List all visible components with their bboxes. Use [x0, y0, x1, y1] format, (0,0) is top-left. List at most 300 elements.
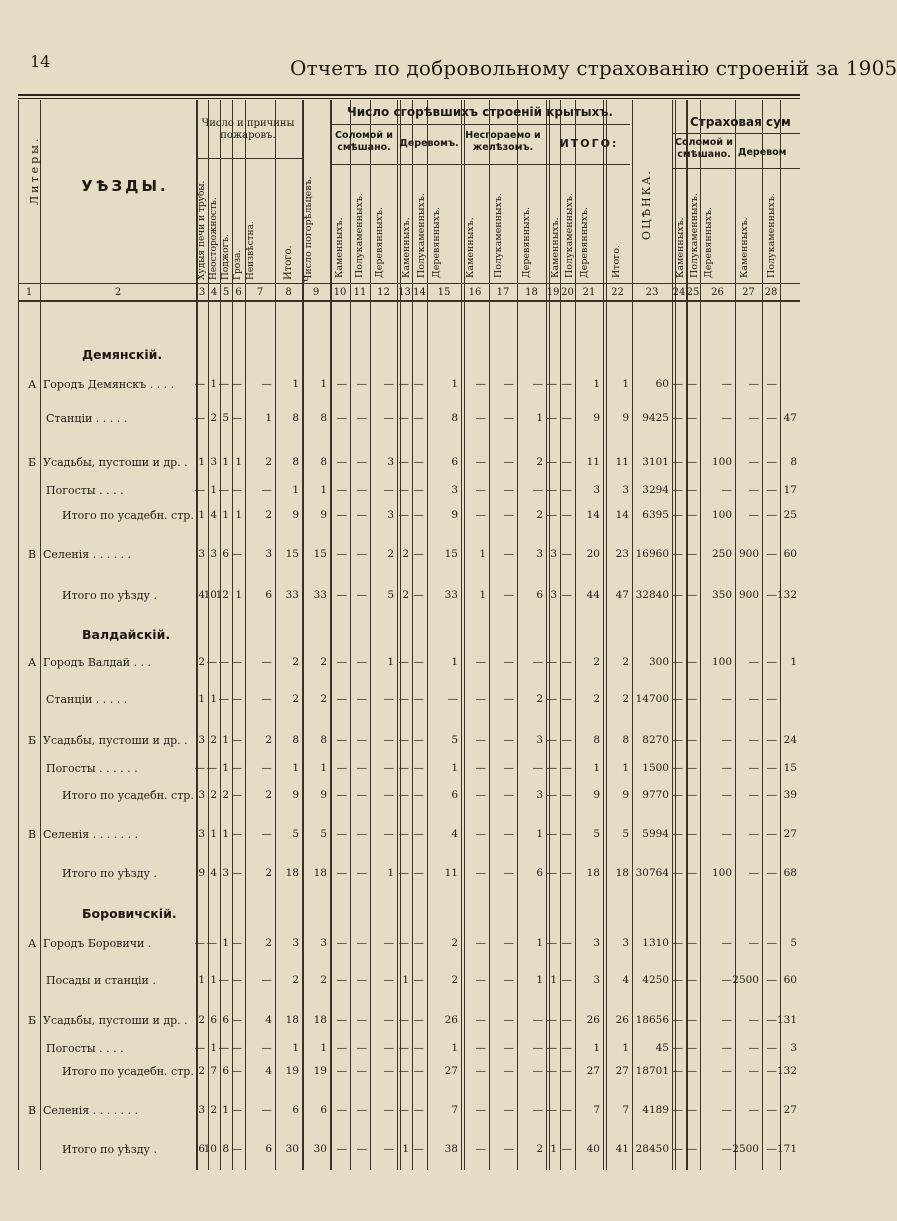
cell-value: 9 — [593, 412, 600, 424]
cell-value: — — [561, 1104, 572, 1116]
cell-value: — — [686, 1014, 697, 1026]
cell-value: — — [766, 378, 777, 390]
cell-value: — — [686, 762, 697, 774]
cell-value: — — [413, 509, 424, 521]
column-number: 18 — [525, 287, 538, 298]
row-label: Итого по усадебн. стр. — [62, 789, 194, 802]
row-label: Итого по уѣзду . — [62, 589, 157, 602]
cell-value: 2 — [387, 548, 394, 560]
cell-value: 7 — [210, 1065, 217, 1077]
cell-value: — — [383, 937, 394, 949]
cell-value: 5 — [622, 828, 629, 840]
cell-value: 2 — [320, 974, 327, 986]
cell-value: 9 — [320, 789, 327, 801]
cell-value: 2 — [593, 656, 600, 668]
cell-value: — — [475, 656, 486, 668]
cell-value: 1 — [536, 412, 543, 424]
header-insured-wood-col: Каменныхъ. — [739, 217, 750, 278]
cell-value: — — [336, 656, 347, 668]
cell-value: — — [413, 412, 424, 424]
cell-value: — — [686, 974, 697, 986]
column-number: 1 — [25, 287, 33, 298]
row-label: Погосты . . . . — [46, 1042, 124, 1055]
cell-value: — — [413, 1143, 424, 1155]
cell-value: 6395 — [642, 509, 669, 521]
column-number: 20 — [561, 287, 574, 298]
row-label: Селенія . . . . . . — [43, 548, 132, 561]
cell-value: — — [766, 1014, 777, 1026]
row-label: Итого по усадебн. стр. — [62, 509, 194, 522]
header-straw: Соломой и смѣшано. — [335, 130, 393, 153]
cell-value: — — [261, 484, 272, 496]
cell-value: — — [748, 937, 759, 949]
cell-value: — — [261, 378, 272, 390]
cell-value: — — [766, 1143, 777, 1155]
header-insured-col: Деревянныхъ. — [703, 206, 714, 278]
header-fires-col: Итого. — [283, 245, 294, 280]
cell-value: — — [398, 693, 409, 705]
cell-value: — — [672, 1042, 683, 1054]
cell-value: 2 — [198, 1065, 205, 1077]
cell-value: 68 — [783, 867, 797, 879]
cell-value: — — [413, 1104, 424, 1116]
column-rule — [350, 100, 351, 1170]
cell-value: 2 — [536, 509, 543, 521]
top-rule — [18, 94, 800, 96]
cell-value: — — [721, 734, 732, 746]
cell-value: 60 — [783, 974, 797, 986]
cell-value: 3 — [292, 937, 299, 949]
cell-value: 3 — [593, 484, 600, 496]
cell-value: 2 — [320, 693, 327, 705]
header-material-col: Деревянныхъ. — [431, 206, 442, 278]
cell-value: — — [766, 484, 777, 496]
cell-value: 1 — [790, 656, 797, 668]
cell-value: — — [672, 1014, 683, 1026]
cell-value: — — [218, 378, 229, 390]
header-material-col: Полукаменныхъ. — [493, 193, 504, 278]
cell-value: 4 — [622, 974, 629, 986]
section-heading: Боровичскій. — [82, 906, 177, 921]
cell-value: 1 — [593, 762, 600, 774]
header-material-col: Каменныхъ. — [334, 217, 345, 278]
cell-value: 47 — [783, 412, 797, 424]
cell-value: — — [503, 974, 514, 986]
header-ocenka: ОЦѢНКА. — [640, 169, 653, 240]
cell-value: 2 — [402, 548, 409, 560]
cell-value: — — [413, 828, 424, 840]
cell-value: — — [194, 1042, 205, 1054]
cell-value: — — [356, 867, 367, 879]
cell-value: 60 — [783, 548, 797, 560]
cell-value: — — [748, 867, 759, 879]
cell-value: 19 — [285, 1065, 299, 1077]
row-label: Станціи . . . . . — [46, 412, 128, 425]
cell-value: — — [261, 1104, 272, 1116]
cell-value: — — [532, 484, 543, 496]
cell-value: 3 — [320, 937, 327, 949]
cell-value: — — [231, 378, 242, 390]
cell-value: 6 — [210, 1014, 217, 1026]
cell-value: 6 — [451, 456, 458, 468]
page-number: 14 — [30, 52, 51, 71]
cell-value: — — [413, 656, 424, 668]
header-itogo-col: Итого. — [611, 245, 622, 278]
cell-value: — — [336, 974, 347, 986]
cell-value: 2 — [451, 937, 458, 949]
cell-value: 6 — [265, 589, 272, 601]
row-letter: Б — [28, 734, 37, 747]
cell-value: — — [356, 1065, 367, 1077]
cell-value: 9425 — [642, 412, 669, 424]
cell-value: — — [748, 1065, 759, 1077]
cell-value: 4189 — [642, 1104, 669, 1116]
header-wood: Деревомъ. — [399, 138, 459, 149]
cell-value: — — [336, 378, 347, 390]
cell-value: — — [766, 656, 777, 668]
cell-value: 23 — [615, 548, 629, 560]
cell-value: 2 — [265, 509, 272, 521]
header-insured-wood-col: Полукаменныхъ. — [766, 193, 777, 278]
cell-value: — — [398, 937, 409, 949]
cell-value: — — [721, 1143, 732, 1155]
cell-value: — — [561, 656, 572, 668]
cell-value: 2 — [265, 789, 272, 801]
cell-value: — — [672, 693, 683, 705]
cell-value: 3 — [622, 484, 629, 496]
cell-value: 19 — [313, 1065, 327, 1077]
cell-value: 3 — [593, 937, 600, 949]
cell-value: 47 — [615, 589, 629, 601]
cell-value: — — [475, 789, 486, 801]
cell-value: 1 — [320, 378, 327, 390]
cell-value: — — [503, 656, 514, 668]
row-label: Итого по усадебн. стр. — [62, 1065, 194, 1078]
cell-value: — — [721, 828, 732, 840]
cell-value: 1 — [387, 656, 394, 668]
cell-value: — — [383, 789, 394, 801]
cell-value: 1 — [222, 456, 229, 468]
cell-value: — — [413, 1014, 424, 1026]
cell-value: — — [356, 1014, 367, 1026]
cell-value: 2 — [536, 456, 543, 468]
cell-value: — — [413, 484, 424, 496]
cell-value: — — [686, 828, 697, 840]
cell-value: 3 — [198, 548, 205, 560]
header-insured-col: Полукаменныхъ. — [689, 193, 700, 278]
group-rule — [196, 158, 302, 159]
cell-value: 32840 — [635, 589, 669, 601]
cell-value: 1 — [479, 548, 486, 560]
cell-value: — — [398, 656, 409, 668]
cell-value: — — [475, 734, 486, 746]
cell-value: — — [413, 456, 424, 468]
cell-value: — — [561, 589, 572, 601]
cell-value: — — [447, 693, 458, 705]
cell-value: — — [336, 1104, 347, 1116]
cell-value: — — [532, 1014, 543, 1026]
cell-value: — — [336, 828, 347, 840]
cell-value: 9770 — [642, 789, 669, 801]
cell-value: 1 — [320, 762, 327, 774]
cell-value: — — [336, 509, 347, 521]
cell-value: — — [672, 937, 683, 949]
cell-value: 18656 — [635, 1014, 669, 1026]
row-label: Городъ Демянскъ . . . . — [43, 378, 175, 391]
cell-value: — — [748, 509, 759, 521]
row-label: Усадьбы, пустоши и др. . — [43, 456, 188, 469]
cell-value: — — [336, 762, 347, 774]
header-litera: Литеры. — [28, 135, 41, 205]
cell-value: — — [398, 484, 409, 496]
cell-value: 300 — [648, 656, 669, 668]
cell-value: — — [475, 1104, 486, 1116]
cell-value: — — [475, 693, 486, 705]
cell-value: — — [475, 378, 486, 390]
cell-value: 1 — [451, 656, 458, 668]
cell-value: — — [721, 974, 732, 986]
cell-value: 18701 — [635, 1065, 669, 1077]
cell-value: — — [475, 1042, 486, 1054]
cell-value: — — [686, 789, 697, 801]
cell-value: — — [383, 1143, 394, 1155]
header-material-col: Каменныхъ. — [550, 217, 561, 278]
cell-value: 7 — [622, 1104, 629, 1116]
cell-value: 1 — [235, 509, 242, 521]
cell-value: 2 — [198, 1014, 205, 1026]
cell-value: 27 — [615, 1065, 629, 1077]
cell-value: 33 — [285, 589, 299, 601]
cell-value: 2 — [593, 693, 600, 705]
row-label: Итого по уѣзду . — [62, 1143, 157, 1156]
cell-value: 9 — [593, 789, 600, 801]
cell-value: — — [503, 1042, 514, 1054]
cell-value: — — [748, 1042, 759, 1054]
cell-value: 900 — [738, 589, 759, 601]
cell-value: 3 — [536, 789, 543, 801]
cell-value: — — [383, 734, 394, 746]
column-rule — [370, 100, 371, 1170]
header-burned-group: Число сгорѣвшихъ строеній крытыхъ. — [347, 105, 613, 119]
cell-value: 11 — [586, 456, 600, 468]
cell-value: 3 — [451, 484, 458, 496]
cell-value: — — [356, 1042, 367, 1054]
cell-value: — — [686, 509, 697, 521]
column-rule — [780, 100, 781, 1170]
cell-value: 6 — [451, 789, 458, 801]
cell-value: 17 — [783, 484, 797, 496]
header-material-col: Деревянныхъ. — [521, 206, 532, 278]
row-letter: В — [28, 828, 37, 841]
cell-value: 900 — [738, 548, 759, 560]
cell-value: — — [413, 589, 424, 601]
column-rule — [427, 100, 428, 1170]
header-uezdy: УѢЗДЫ. — [81, 177, 169, 195]
row-letter: А — [28, 378, 37, 391]
cell-value: — — [503, 1104, 514, 1116]
row-label: Селенія . . . . . . . — [43, 1104, 139, 1117]
cell-value: 3 — [265, 548, 272, 560]
column-rule — [603, 100, 604, 1170]
cell-value: — — [398, 828, 409, 840]
cell-value: — — [231, 789, 242, 801]
cell-value: 1 — [198, 456, 205, 468]
cell-value: — — [546, 1014, 557, 1026]
column-rule — [606, 100, 607, 1170]
cell-value: — — [686, 378, 697, 390]
cell-value: — — [261, 762, 272, 774]
cell-value: 27 — [783, 828, 797, 840]
cell-value: — — [261, 656, 272, 668]
cell-value: — — [336, 789, 347, 801]
cell-value: — — [672, 456, 683, 468]
cell-value: — — [672, 509, 683, 521]
cell-value: — — [532, 378, 543, 390]
cell-value: 1 — [210, 828, 217, 840]
cell-value: — — [336, 1042, 347, 1054]
column-rule — [686, 100, 688, 1170]
cell-value: — — [413, 937, 424, 949]
cell-value: — — [475, 1143, 486, 1155]
cell-value: — — [672, 412, 683, 424]
cell-value: — — [561, 1065, 572, 1077]
cell-value: 2 — [292, 693, 299, 705]
cell-value: 4 — [210, 867, 217, 879]
cell-value: 26 — [615, 1014, 629, 1026]
cell-value: 26 — [444, 1014, 458, 1026]
column-number: 22 — [611, 287, 624, 298]
cell-value: — — [413, 378, 424, 390]
cell-value: — — [383, 1014, 394, 1026]
cell-value: 18 — [615, 867, 629, 879]
group-rule — [330, 164, 630, 165]
header-total: ИТОГО: — [559, 137, 619, 150]
cell-value: 2500 — [732, 974, 759, 986]
cell-value: — — [686, 734, 697, 746]
cell-value: — — [546, 789, 557, 801]
cell-value: — — [413, 867, 424, 879]
column-rule — [275, 100, 276, 1170]
cell-value: — — [336, 693, 347, 705]
cell-value: 1 — [265, 412, 272, 424]
cell-value: 14 — [586, 509, 600, 521]
cell-value: — — [356, 974, 367, 986]
cell-value: — — [231, 1104, 242, 1116]
cell-value: — — [231, 762, 242, 774]
cell-value: 3101 — [642, 456, 669, 468]
cell-value: — — [194, 937, 205, 949]
cell-value: — — [561, 974, 572, 986]
cell-value: — — [748, 1014, 759, 1026]
cell-value: — — [413, 1042, 424, 1054]
cell-value: — — [475, 1014, 486, 1026]
cell-value: — — [503, 548, 514, 560]
cell-value: 4 — [451, 828, 458, 840]
header-fires-col: Худыя печи и трубы. — [197, 180, 207, 280]
cell-value: — — [356, 412, 367, 424]
cell-value: — — [686, 867, 697, 879]
row-letter: А — [28, 656, 37, 669]
cell-value: — — [413, 734, 424, 746]
cell-value: — — [672, 974, 683, 986]
cell-value: — — [383, 974, 394, 986]
cell-value: — — [546, 456, 557, 468]
cell-value: — — [721, 789, 732, 801]
cell-value: 2 — [622, 656, 629, 668]
cell-value: 3294 — [642, 484, 669, 496]
cell-value: — — [218, 656, 229, 668]
cell-value: — — [561, 456, 572, 468]
cell-value: — — [546, 762, 557, 774]
cell-value: — — [398, 1014, 409, 1026]
cell-value: — — [261, 974, 272, 986]
column-rule — [40, 100, 41, 1170]
cell-value: 1 — [292, 1042, 299, 1054]
cell-value: — — [561, 509, 572, 521]
column-number: 23 — [645, 287, 659, 298]
group-rule — [672, 133, 800, 134]
cell-value: — — [748, 378, 759, 390]
row-label: Посады и станціи . — [46, 974, 156, 987]
cell-value: — — [356, 937, 367, 949]
cell-value: — — [336, 734, 347, 746]
cell-value: — — [503, 1014, 514, 1026]
column-number: 14 — [413, 287, 426, 298]
cell-value: 27 — [444, 1065, 458, 1077]
header-material-col: Полукаменныхъ. — [354, 193, 365, 278]
cell-value: 2 — [402, 589, 409, 601]
cell-value: 100 — [711, 456, 732, 468]
cell-value: 2 — [198, 656, 205, 668]
column-number: 10 — [333, 287, 347, 298]
column-number: 3 — [198, 287, 206, 298]
cell-value: — — [503, 412, 514, 424]
cell-value: — — [672, 589, 683, 601]
cell-value: — — [206, 762, 217, 774]
cell-value: — — [766, 1104, 777, 1116]
cell-value: 8 — [790, 456, 797, 468]
cell-value: 1 — [222, 509, 229, 521]
header-insured-group: Страховая сум — [690, 115, 791, 129]
cell-value: 2 — [292, 656, 299, 668]
cell-value: 2 — [210, 789, 217, 801]
cell-value: — — [672, 1065, 683, 1077]
row-letter: Б — [28, 456, 37, 469]
cell-value: — — [413, 789, 424, 801]
cell-value: — — [194, 762, 205, 774]
column-rule — [397, 100, 398, 1170]
column-number: 19 — [546, 287, 560, 298]
cell-value: 2 — [222, 789, 229, 801]
cell-value: — — [561, 1143, 572, 1155]
cell-value: — — [721, 937, 732, 949]
cell-value: 132 — [776, 589, 797, 601]
cell-value: — — [766, 509, 777, 521]
column-rule — [575, 100, 576, 1170]
row-letter: В — [28, 548, 37, 561]
cell-value: 2 — [265, 456, 272, 468]
cell-value: — — [672, 548, 683, 560]
cell-value: — — [766, 762, 777, 774]
cell-value: — — [561, 734, 572, 746]
cell-value: — — [686, 1104, 697, 1116]
cell-value: — — [748, 484, 759, 496]
cell-value: 2 — [210, 1104, 217, 1116]
cell-value: 18 — [586, 867, 600, 879]
cell-value: 15 — [783, 762, 797, 774]
cell-value: — — [356, 828, 367, 840]
cell-value: 3 — [550, 589, 557, 601]
